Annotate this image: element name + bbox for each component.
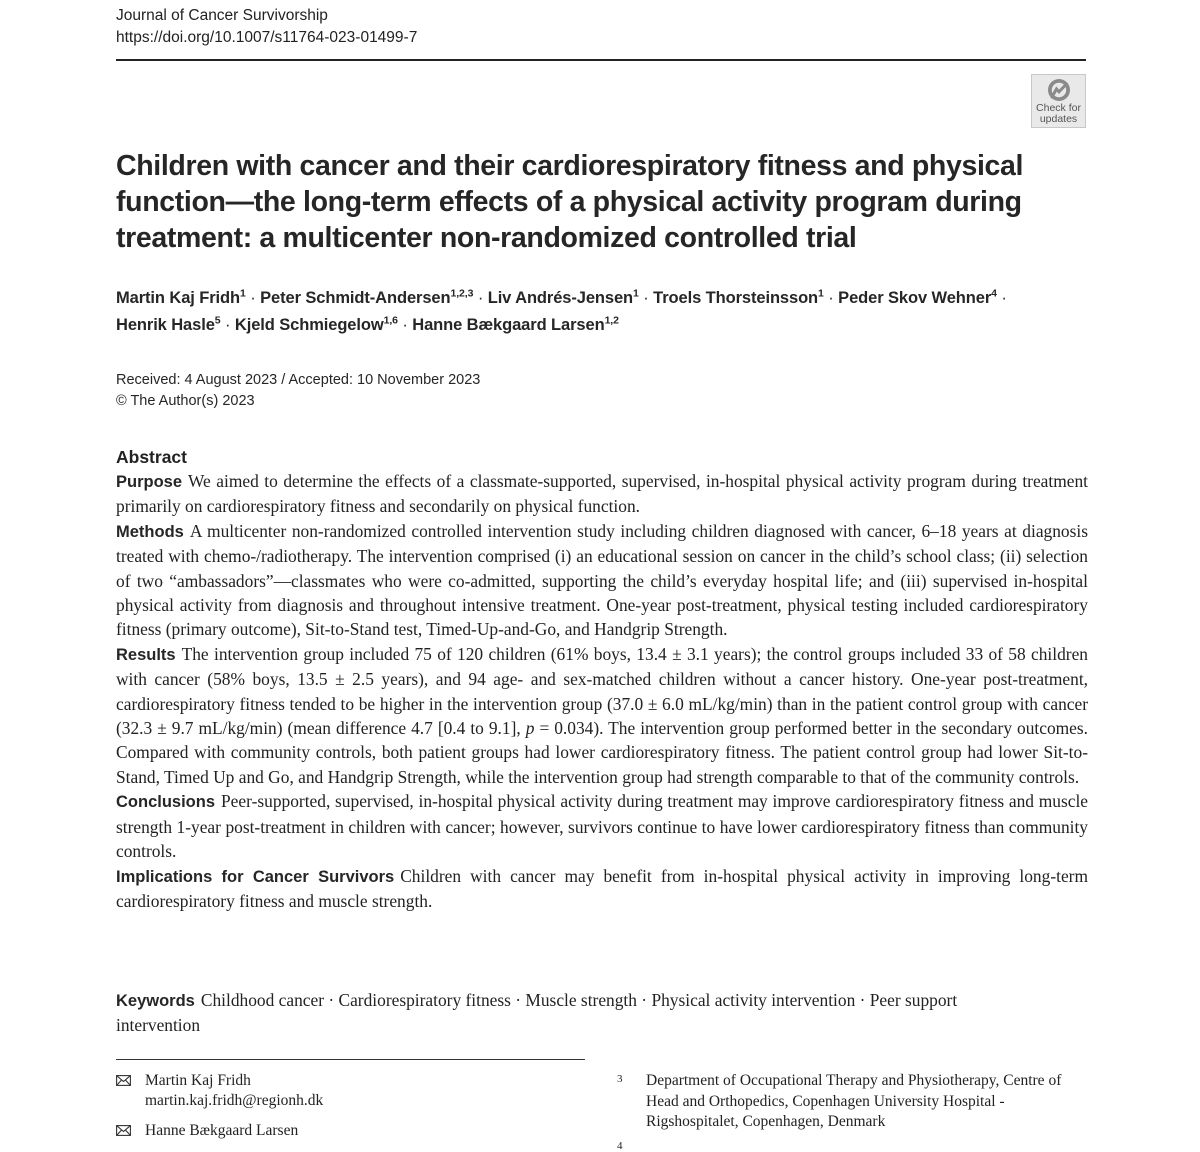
results-text-cont: = 0.034). The intervention group performed better in the secondary outcomes. Compared with community controls, both patient groups had lower cardiorespiratory fitness. The patient control group had lower Sit-to-Stand, Timed Up and Go, and Handgrip Strength, while the intervention group had strength comparable to that of the community controls. — [116, 718, 1088, 787]
abstract-results — [116, 642, 1088, 789]
check-for-updates-badge[interactable] — [1031, 74, 1086, 128]
corresponding-email-1[interactable]: martin.kaj.fridh@regionh.dk — [145, 1092, 324, 1109]
corresponding-name-1: Martin Kaj Fridh — [145, 1072, 251, 1089]
envelope-icon — [116, 1125, 131, 1136]
keywords-text: Childhood cancer · Cardiorespiratory fitness · Muscle strength · Physical activity intervention · Peer support intervention — [116, 990, 958, 1036]
results-label: Results — [116, 645, 176, 664]
author-name[interactable]: Peter Schmidt-Andersen — [260, 289, 451, 307]
author-separator: · — [250, 289, 256, 307]
author-affiliation-mark: 1 — [818, 287, 824, 300]
keywords-label: Keywords — [116, 992, 195, 1010]
author-separator: · — [402, 316, 408, 334]
abstract-purpose — [116, 469, 1088, 519]
p-value-symbol: p — [525, 718, 535, 739]
methods-text: A multicenter non-randomized controlled intervention study including children diagnosed with cancer, 6–18 years at diagnosis treated with chemo-/radiotherapy. The intervention comprised (i) an educational session on cancer in the child’s school class; (ii) selection of two “ambassadors”—classmates who were co-admitted, supporting the child’s everyday hospital life; and (iii) supervised in-hospital physical activity from diagnosis and throughout intensive treatment. One-year post-treatment, physical testing included cardiorespiratory fitness (primary outcome), Sit-to-Stand test, Timed-Up-and-Go, and Handgrip Strength. — [116, 520, 1088, 640]
abstract-implications — [116, 864, 1088, 914]
doi-link[interactable]: https://doi.org/10.1007/s11764-023-01499-7 — [116, 29, 418, 46]
article-title: Children with cancer and their cardiorespiratory fitness and physical function—the long-term effects of a physical activity program during treatment: a multicenter non-randomized controlled trial — [116, 150, 1024, 254]
author-name[interactable]: Martin Kaj Fridh — [116, 289, 240, 307]
author-name[interactable]: Hanne Bækgaard Larsen — [412, 316, 605, 334]
author-affiliation-mark: 1,2,3 — [450, 287, 474, 300]
keywords — [116, 988, 1016, 1038]
article-dates — [116, 370, 480, 412]
author-name[interactable]: Peder Skov Wehner — [838, 289, 992, 307]
purpose-label: Purpose — [116, 473, 183, 491]
abstract-conclusions — [116, 789, 1088, 863]
author-name[interactable]: Henrik Hasle — [116, 316, 215, 334]
results-text: The intervention group included 75 of 120 children (61% boys, 13.4 ± 3.1 years); the control groups included 33 of 58 children with cancer (58% boys, 13.5 ± 2.5 years), and 94 age- and sex-matched children without a cancer history. One-year post-treatment, cardiorespiratory fitness tended to be higher in the intervention group (37.0 ± 6.0 mL/kg/min) than in the patient control group with cancer (32.3 ± 9.7 mL/kg/min) (mean difference 4.7 [0.4 to 9.1], — [116, 643, 1088, 739]
abstract-methods — [116, 519, 1088, 642]
author-name[interactable]: Liv Andrés-Jensen — [487, 289, 634, 307]
author-separator: · — [477, 289, 484, 307]
conclusions-text: Peer-supported, supervised, in-hospital physical activity during treatment may improve cardiorespiratory fitness and muscle strength 1-year post-treatment in children with cancer; however, survivors continue to have lower cardiorespiratory fitness than community controls. — [116, 791, 1088, 862]
implications-text: Children with cancer may benefit from in-hospital physical activity in improving long-term cardiorespiratory fitness and muscle strength. — [116, 865, 1088, 911]
author-affiliation-mark: 1,2 — [604, 314, 619, 327]
author-affiliation-mark: 1 — [240, 287, 246, 300]
affiliation-number: 3 — [617, 1073, 623, 1085]
footnote-divider — [116, 1059, 585, 1060]
abstract-heading: Abstract — [116, 447, 187, 467]
author-affiliation-mark: 1 — [633, 287, 639, 300]
author-name[interactable]: Troels Thorsteinsson — [653, 289, 819, 307]
author-separator: · — [1001, 289, 1007, 307]
author-separator: · — [225, 316, 231, 334]
copyright: © The Author(s) 2023 — [116, 393, 255, 409]
check-updates-icon — [1047, 78, 1071, 102]
purpose-text: We aimed to determine the effects of a classmate-supported, supervised, in-hospital physical activity program during treatment primarily on cardiorespiratory fitness and secondarily on physical function. — [116, 471, 1088, 517]
check-updates-label: Check for updates — [1036, 102, 1081, 125]
journal-header — [116, 5, 417, 49]
methods-label: Methods — [116, 522, 184, 541]
author-separator: · — [643, 289, 649, 307]
received-accepted: Received: 4 August 2023 / Accepted: 10 November 2023 — [116, 372, 481, 388]
envelope-icon — [116, 1075, 131, 1086]
affiliation-4-number: 4 — [617, 1140, 623, 1152]
journal-name: Journal of Cancer Survivorship — [116, 7, 328, 24]
author-list — [116, 285, 1096, 339]
implications-label: Implications for Cancer Survivors — [116, 867, 395, 886]
conclusions-label: Conclusions — [116, 793, 216, 812]
header-divider — [116, 59, 1086, 61]
abstract — [116, 446, 1088, 913]
corresponding-name-2: Hanne Bækgaard Larsen — [145, 1122, 299, 1139]
author-separator: · — [828, 289, 834, 307]
author-name[interactable]: Kjeld Schmiegelow — [234, 316, 384, 334]
author-affiliation-mark: 1,6 — [383, 314, 398, 327]
author-affiliation-mark: 5 — [214, 314, 221, 327]
affiliation-text: Department of Occupational Therapy and Physiotherapy, Centre of Head and Orthopedics, Copenhagen University Hospital - Rigshospitalet, Copenhagen, Denmark — [646, 1072, 1062, 1130]
author-affiliation-mark: 4 — [991, 287, 997, 300]
